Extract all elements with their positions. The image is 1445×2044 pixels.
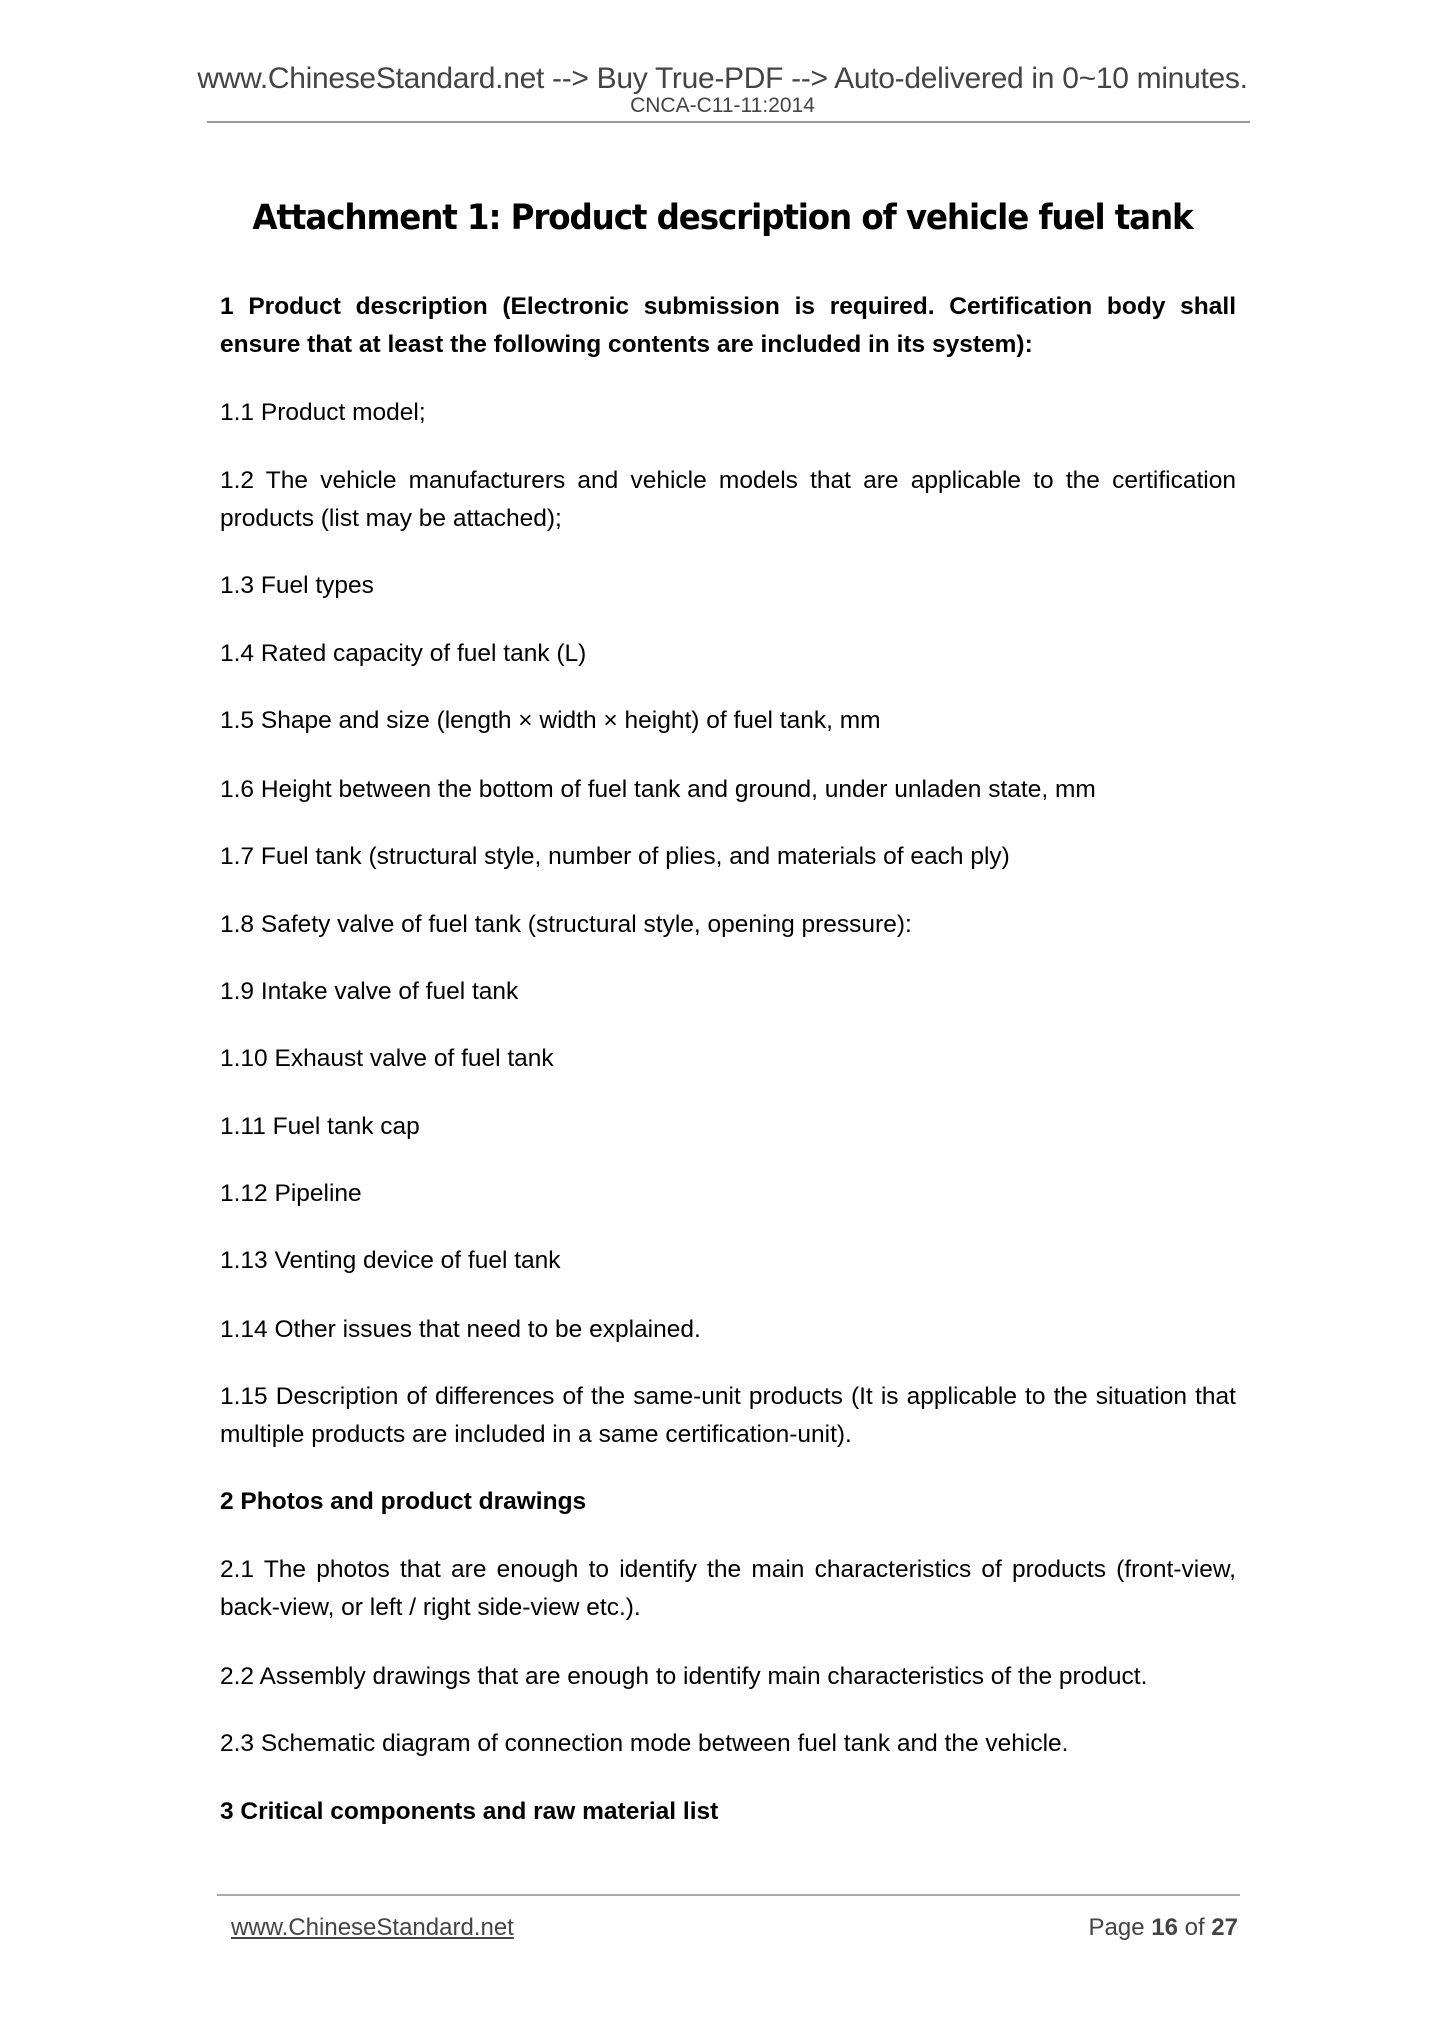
- page-current: 16: [1151, 1914, 1178, 1941]
- section-heading-1: 1 Product description (Electronic submission is required. Certification body shall ensure that at least the following contents are included in its system):: [220, 293, 1236, 358]
- list-item: 1.6 Height between the bottom of fuel tank and ground, under unladen state, mm: [220, 776, 1096, 803]
- list-item: 1.3 Fuel types: [220, 572, 374, 599]
- list-item: 2.3 Schematic diagram of connection mode between fuel tank and the vehicle.: [220, 1730, 1069, 1757]
- page-of: of: [1184, 1914, 1205, 1941]
- list-item: 1.7 Fuel tank (structural style, number of plies, and materials of each ply): [220, 843, 1010, 870]
- page-number: [1089, 1914, 1239, 1942]
- list-item: 1.5 Shape and size (length × width × height) of fuel tank, mm: [220, 707, 881, 734]
- list-item: 1.11 Fuel tank cap: [220, 1113, 420, 1140]
- page-prefix: Page: [1088, 1914, 1145, 1941]
- list-item: 1.14 Other issues that need to be explained.: [220, 1316, 701, 1343]
- header-banner: www.ChineseStandard.net --> Buy True-PDF --> Auto-delivered in 0~10 minutes.: [197, 62, 1248, 95]
- list-item: 1.8 Safety valve of fuel tank (structural style, opening pressure):: [220, 911, 912, 938]
- list-item: 1.10 Exhaust valve of fuel tank: [220, 1045, 554, 1072]
- list-item: 1.4 Rated capacity of fuel tank (L): [220, 640, 587, 667]
- footer-divider: [217, 1894, 1240, 1896]
- header-divider: [207, 121, 1250, 123]
- standard-code: CNCA-C11-11:2014: [630, 94, 815, 117]
- list-item: 1.13 Venting device of fuel tank: [220, 1247, 561, 1274]
- list-item: 1.9 Intake valve of fuel tank: [220, 978, 519, 1005]
- page-title: Attachment 1: Product description of vehicle fuel tank: [252, 198, 1193, 238]
- list-item: 2.1 The photos that are enough to identify the main characteristics of products (front-view, back-view, or left / right side-view etc.).: [220, 1556, 1236, 1621]
- list-item: 1.12 Pipeline: [220, 1180, 362, 1207]
- section-heading-3: 3 Critical components and raw material list: [220, 1798, 719, 1825]
- footer-website-link[interactable]: www.ChineseStandard.net: [231, 1914, 514, 1941]
- list-item: 2.2 Assembly drawings that are enough to identify main characteristics of the product.: [220, 1663, 1148, 1690]
- page-total: 27: [1211, 1914, 1238, 1941]
- section-heading-2: 2 Photos and product drawings: [220, 1488, 587, 1515]
- list-item: 1.1 Product model;: [220, 399, 426, 426]
- list-item: 1.2 The vehicle manufacturers and vehicle models that are applicable to the certification products (list may be attached);: [220, 467, 1236, 532]
- list-item: 1.15 Description of differences of the same-unit products (It is applicable to the situation that multiple products are included in a same certification-unit).: [220, 1383, 1236, 1448]
